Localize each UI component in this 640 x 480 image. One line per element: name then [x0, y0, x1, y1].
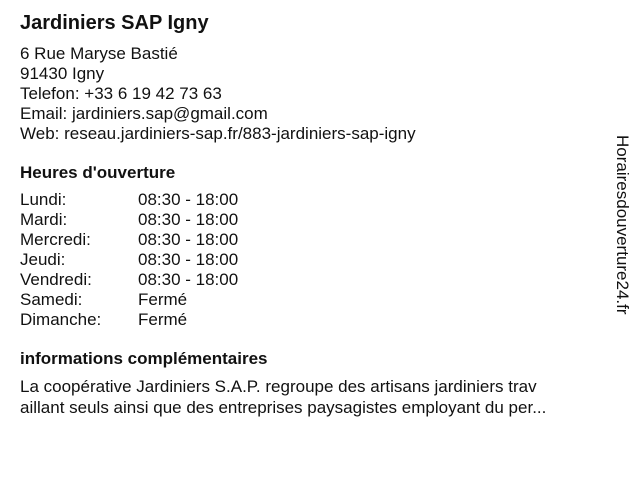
hours-row	[20, 230, 620, 250]
street-address: 6 Rue Maryse Bastié	[20, 44, 178, 63]
additional-info-text	[20, 376, 630, 418]
time-value: Fermé	[138, 290, 188, 309]
time-value: 08:30 - 18:00	[138, 230, 239, 249]
day-label: Dimanche:	[20, 310, 102, 329]
day-label: Mardi:	[20, 210, 68, 229]
hours-row	[20, 310, 620, 330]
hours-row	[20, 290, 620, 310]
opening-hours-title: Heures d'ouverture	[20, 163, 176, 182]
day-label: Lundi:	[20, 190, 67, 209]
hours-row	[20, 190, 620, 210]
business-name: Jardiniers SAP Igny	[20, 12, 209, 34]
time-value: 08:30 - 18:00	[138, 210, 239, 229]
day-label: Vendredi:	[20, 270, 92, 289]
time-value: 08:30 - 18:00	[138, 250, 239, 269]
time-value: 08:30 - 18:00	[138, 190, 239, 209]
additional-info-line: aillant seuls ainsi que des entreprises paysagistes employant du per...	[20, 398, 547, 417]
additional-info-title: informations complémentaires	[20, 349, 268, 368]
additional-info-line: La coopérative Jardiniers S.A.P. regroupe des artisans jardiniers trav	[20, 377, 537, 396]
time-value: Fermé	[138, 310, 188, 329]
side-brand-text: Horairesdouverture24.fr	[613, 135, 632, 315]
website-link[interactable]: Web: reseau.jardiniers-sap.fr/883-jardiniers-sap-igny	[20, 124, 416, 143]
hours-row	[20, 270, 620, 290]
opening-hours-table	[20, 190, 620, 330]
day-label: Mercredi:	[20, 230, 91, 249]
day-label: Samedi:	[20, 290, 83, 309]
day-label: Jeudi:	[20, 250, 66, 269]
email-address: Email: jardiniers.sap@gmail.com	[20, 104, 268, 123]
business-card	[20, 10, 620, 418]
time-value: 08:30 - 18:00	[138, 270, 239, 289]
address-block	[20, 44, 620, 144]
city-postal: 91430 Igny	[20, 64, 105, 83]
hours-row	[20, 250, 620, 270]
phone-number: Telefon: +33 6 19 42 73 63	[20, 84, 222, 103]
hours-row	[20, 210, 620, 230]
